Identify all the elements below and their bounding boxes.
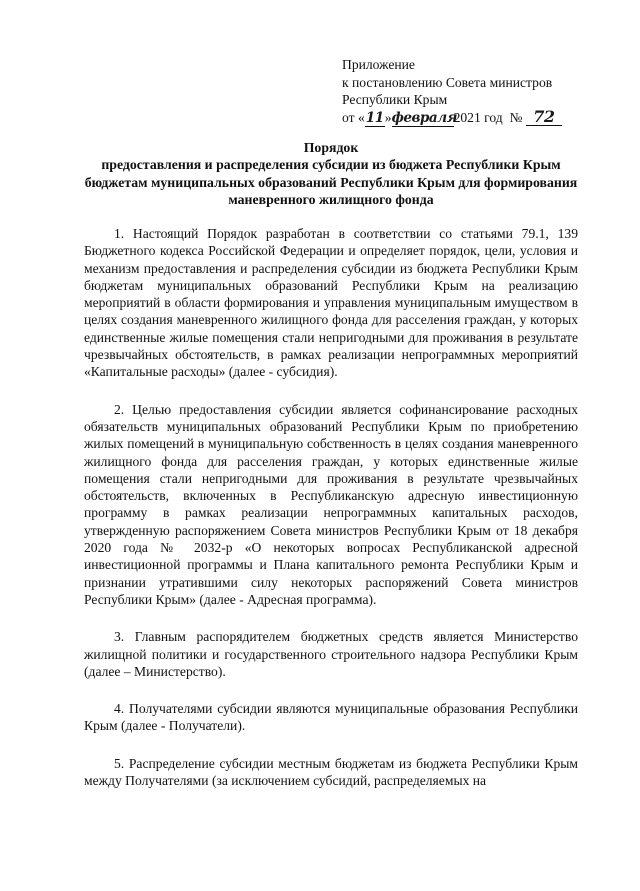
appendix-line-3: Республики Крым [342, 92, 448, 107]
date-month: февраля [391, 109, 457, 126]
date-day: 11 [365, 109, 384, 126]
appendix-date-line [342, 106, 612, 127]
appendix-line-2: к постановлению Совета министров [342, 74, 553, 90]
paragraph-4: 4. Получателями субсидии являются муниципальные образования Республики Крым (далее - Получатели). [84, 701, 578, 734]
appendix-line-1: Приложение [342, 57, 415, 72]
title-heading: Порядок [303, 140, 359, 155]
paragraph-1: 1. Настоящий Порядок разработан в соответствии со статьями 79.1, 139 Бюджетного кодекса Российской Федерации и определяет порядок, цели, условия и механизм предоставления и распределения субсидии из бюджета Республики Крым бюджетам муниципальных образований Республики Крым на реализацию мероприятий в области формирования и управления муниципальным имуществом в целях создания маневренного жилищного фонда для расселения граждан, у которых единственные жилые помещения стали непригодными для проживания в результате чрезвычайных обстоятельств, в рамках реализации непрограммных мероприятий «Капитальные расходы» (далее - субсидия). [84, 226, 578, 380]
date-day-field [365, 110, 385, 127]
document-body [84, 225, 578, 809]
paragraph-3: 3. Главным распорядителем бюджетных средств является Министерство жилищной политики и государственного строительного надзора Республики Крым (далее – Министерство). [84, 629, 578, 679]
document-title [84, 139, 578, 209]
document-number-field [526, 106, 562, 126]
date-year: 2021 год [453, 109, 503, 125]
title-subheading: предоставления и распределения субсидии из бюджета Республики Крым бюджетам муниципальных образований Республики Крым для формирования маневренного жилищного фонда [84, 157, 578, 208]
date-quote-close: » [384, 109, 392, 125]
document-number: 72 [533, 106, 555, 126]
paragraph-2: 2. Целью предоставления субсидии является софинансирование расходных обязательств муниципальных образований Республики Крым по приобретению жилых помещений в муниципальную собственность в целях создания маневренного жилищного фонда для расселения граждан, у которых единственные жилые помещения стали непригодными для проживания в результате чрезвычайных обстоятельств, включенных в Республиканскую адресную инвестиционную программу в рамках реализации непрограммных капитальных расходов, утвержденную распоряжением Совета министров Республики Крым от 18 декабря 2020 года № 2032-р «О некоторых вопросах Республиканской адресной инвестиционной программы и Плана капитального ремонта Республики Крым и признании утратившими силу некоторых распоряжений Совета министров Республики Крым» (далее - Адресная программа). [84, 401, 578, 607]
number-sign: № [509, 109, 523, 125]
paragraph-5: 5. Распределение субсидии местным бюджетам из бюджета Республики Крым между Получателями (за исключением субсидий, распределяемых на [84, 755, 578, 789]
date-prefix: от « [342, 109, 365, 125]
date-month-field [391, 109, 457, 127]
appendix-block [342, 56, 612, 127]
